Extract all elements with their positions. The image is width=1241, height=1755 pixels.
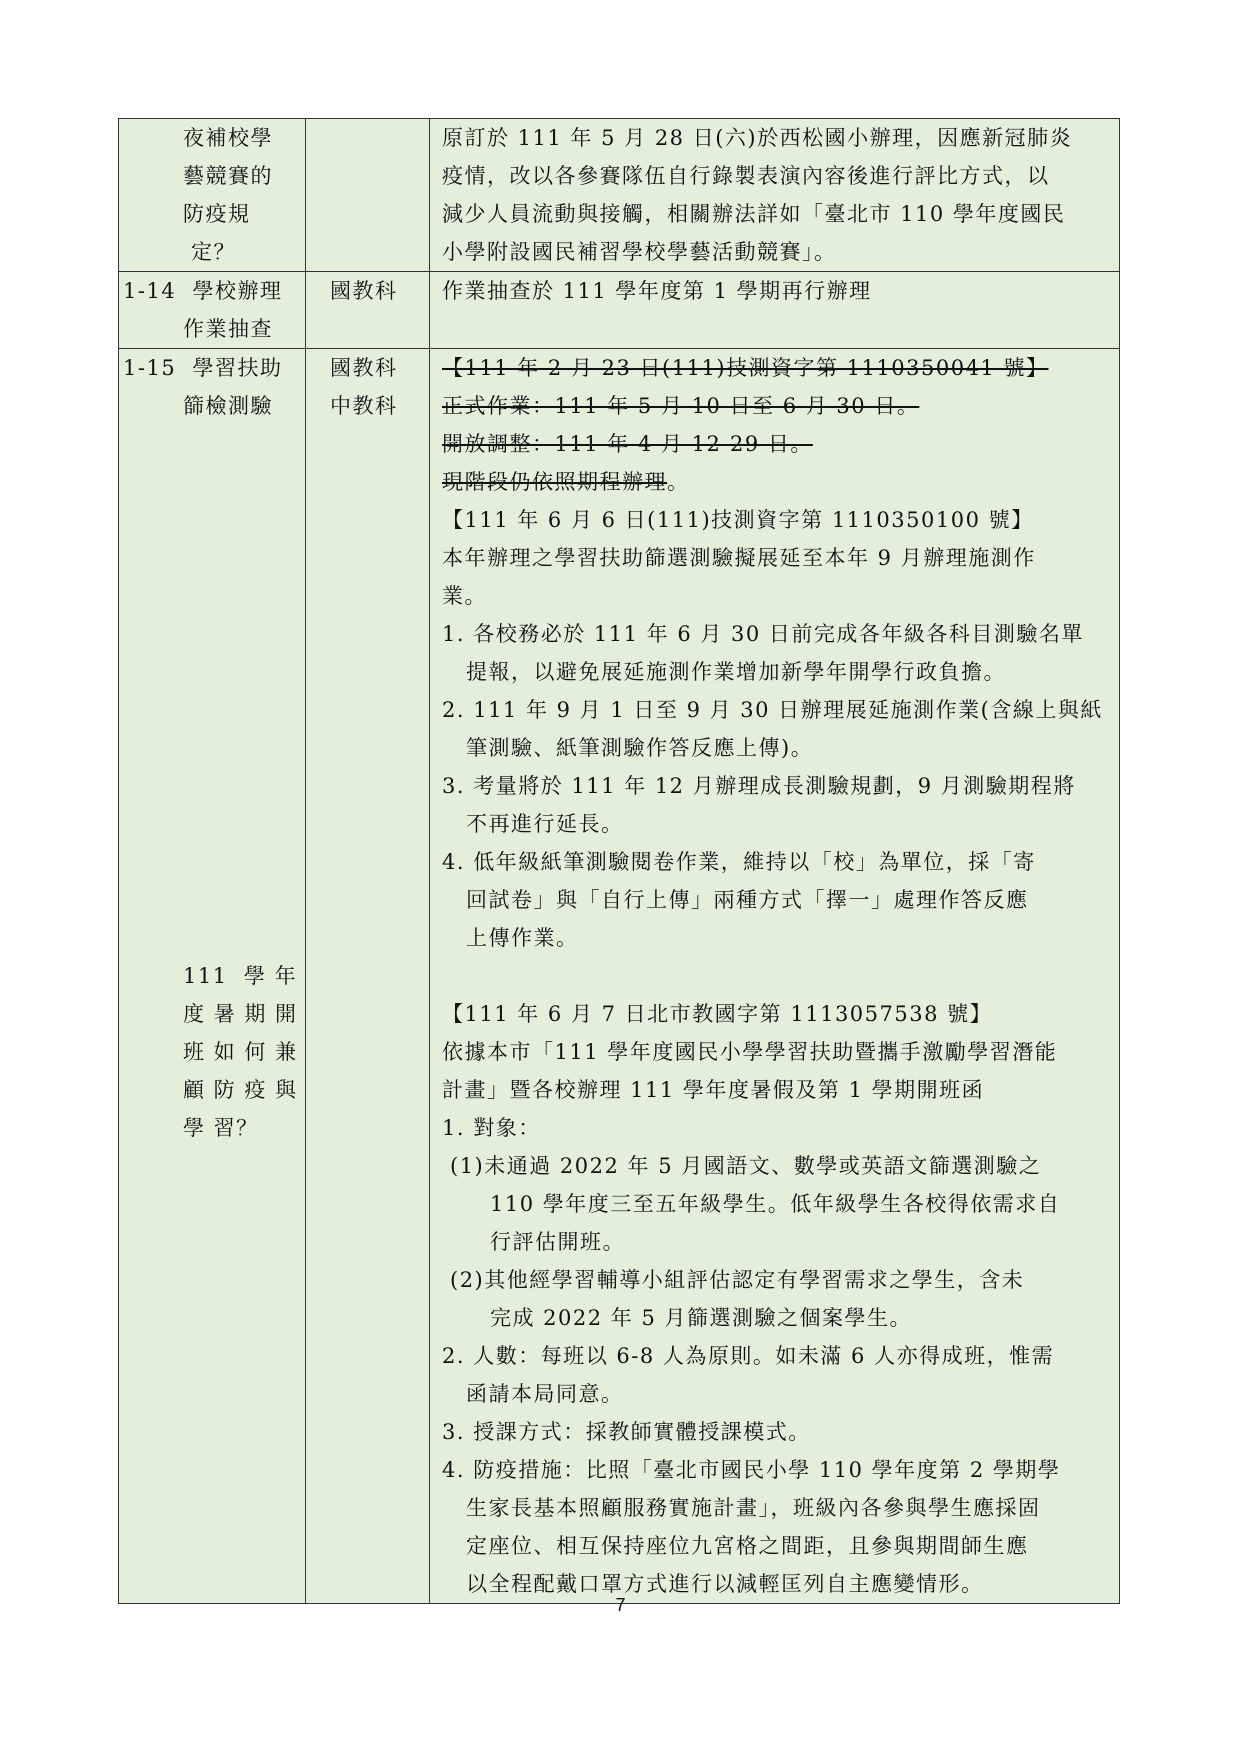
unit-label: 國教科 xyxy=(330,279,398,303)
unit-label: 中教科 xyxy=(330,394,398,418)
list-item-cont: 筆測驗、紙筆測驗作答反應上傳)。 xyxy=(466,736,814,760)
sub-question-line: 111 學 年 xyxy=(183,964,298,988)
sub-list-item-cont: 110 學年度三至五年級學生。低年級學生各校得依需求自 xyxy=(490,1192,1061,1216)
answer-line: 【111 年 6 月 6 日(111)技測資字第 1110350100 號】 xyxy=(442,508,1034,532)
sub-question-line: 度 暑 期 開 xyxy=(183,1002,298,1026)
qa-table xyxy=(118,118,1120,1604)
question-line: 定？ xyxy=(191,240,236,264)
list-item: 4. 防疫措施：比照「臺北市國民小學 110 學年度第 2 學期學 xyxy=(442,1458,1061,1482)
sub-list-item: (2)其他經學習輔導小組評估認定有學習需求之學生，含未 xyxy=(450,1268,1025,1292)
list-item-cont: 函請本局同意。 xyxy=(466,1382,624,1406)
sub-question-line: 班 如 何 兼 xyxy=(183,1040,298,1064)
answer-line: 本年辦理之學習扶助篩選測驗擬展延至本年 9 月辦理施測作 xyxy=(442,546,1036,570)
struck-text: 現階段仍依照期程辦理 xyxy=(442,470,667,494)
spacer xyxy=(430,957,1119,995)
unit-label: 國教科 xyxy=(330,356,398,380)
answer-line: 減少人員流動與接觸，相關辦法詳如「臺北市 110 學年度國民 xyxy=(442,202,1066,226)
answer-cell xyxy=(430,119,1120,272)
question-line: 夜補校學 xyxy=(183,126,273,150)
question-line: 藝競賽的 xyxy=(183,164,273,188)
question-number-line: 1-15 學習扶助 xyxy=(123,356,283,380)
list-item: 3. 授課方式：採教師實體授課模式。 xyxy=(442,1420,811,1444)
table-row xyxy=(119,349,1120,1604)
list-item-cont: 提報，以避免展延施測作業增加新學年開學行政負擔。 xyxy=(466,660,1006,684)
answer-cell xyxy=(430,272,1120,349)
question-cell xyxy=(119,272,306,349)
question-cell xyxy=(119,349,306,1604)
answer-line: 小學附設國民補習學校學藝活動競賽」。 xyxy=(442,240,837,264)
question-line: 防疫規 xyxy=(183,202,251,226)
list-item: 1. 各校務必於 111 年 6 月 30 日前完成各年級各科目測驗名單 xyxy=(442,622,1084,646)
question-line: 篩檢測驗 xyxy=(183,394,273,418)
list-item-cont: 上傳作業。 xyxy=(466,926,579,950)
sub-list-item: (1)未通過 2022 年 5 月國語文、數學或英語文篩選測驗之 xyxy=(450,1154,1042,1178)
list-item: 4. 低年級紙筆測驗閱卷作業，維持以「校」為單位，採「寄 xyxy=(442,850,1036,874)
answer-line: 疫情，改以各參賽隊伍自行錄製表演內容後進行評比方式，以 xyxy=(442,164,1050,188)
struck-line: 【111 年 2 月 23 日(111)技測資字第 1110350041 號】 xyxy=(442,356,1049,380)
struck-suffix: 。 xyxy=(667,470,690,494)
list-item-cont: 回試卷」與「自行上傳」兩種方式「擇一」處理作答反應 xyxy=(466,888,1029,912)
page-number: 7 xyxy=(615,1595,626,1615)
list-item: 1. 對象： xyxy=(442,1116,541,1140)
sub-question-line: 學 習？ xyxy=(183,1116,259,1140)
unit-cell xyxy=(306,272,430,349)
answer-line: 作業抽查於 111 學年度第 1 學期再行辦理 xyxy=(442,279,872,303)
answer-line: 原訂於 111 年 5 月 28 日(六)於西松國小辦理，因應新冠肺炎 xyxy=(442,126,1073,150)
sub-list-item-cont: 行評估開班。 xyxy=(490,1230,625,1254)
struck-line: 正式作業：111 年 5 月 10 日至 6 月 30 日。 xyxy=(442,394,920,418)
answer-line: 計畫」暨各校辦理 111 學年度暑假及第 1 學期開班函 xyxy=(442,1078,985,1102)
list-item-cont: 定座位、相互保持座位九宮格之間距，且參與期間師生應 xyxy=(466,1534,1029,1558)
answer-line: 【111 年 6 月 7 日北市教國字第 1113057538 號】 xyxy=(442,1002,993,1026)
list-item: 2. 111 年 9 月 1 日至 9 月 30 日辦理展延施測作業(含線上與紙 xyxy=(442,698,1103,722)
answer-line: 業。 xyxy=(442,584,487,608)
unit-cell xyxy=(306,349,430,1604)
question-number-line: 1-14 學校辦理 xyxy=(123,279,283,303)
table-row xyxy=(119,119,1120,272)
question-cell xyxy=(119,119,306,272)
unit-cell xyxy=(306,119,430,272)
struck-line: 開放調整：111 年 4 月 12-29 日。 xyxy=(442,432,813,456)
answer-line: 依據本市「111 學年度國民小學學習扶助暨攜手激勵學習潛能 xyxy=(442,1040,1058,1064)
list-item-cont: 生家長基本照顧服務實施計畫」，班級內各參與學生應採固 xyxy=(466,1496,1041,1520)
list-item: 3. 考量將於 111 年 12 月辦理成長測驗規劃，9 月測驗期程將 xyxy=(442,774,1076,798)
question-line: 作業抽查 xyxy=(183,317,273,341)
list-item-cont: 不再進行延長。 xyxy=(466,812,624,836)
spacer xyxy=(119,425,305,957)
sub-question-line: 顧 防 疫 與 xyxy=(183,1078,298,1102)
sub-list-item-cont: 完成 2022 年 5 月篩選測驗之個案學生。 xyxy=(490,1306,913,1330)
table-row xyxy=(119,272,1120,349)
answer-cell xyxy=(430,349,1120,1604)
list-item: 2. 人數：每班以 6-8 人為原則。如未滿 6 人亦得成班，惟需 xyxy=(442,1344,1055,1368)
struck-line-wrapper xyxy=(430,463,1119,501)
list-item-cont: 以全程配戴口罩方式進行以減輕匡列自主應變情形。 xyxy=(466,1572,984,1596)
